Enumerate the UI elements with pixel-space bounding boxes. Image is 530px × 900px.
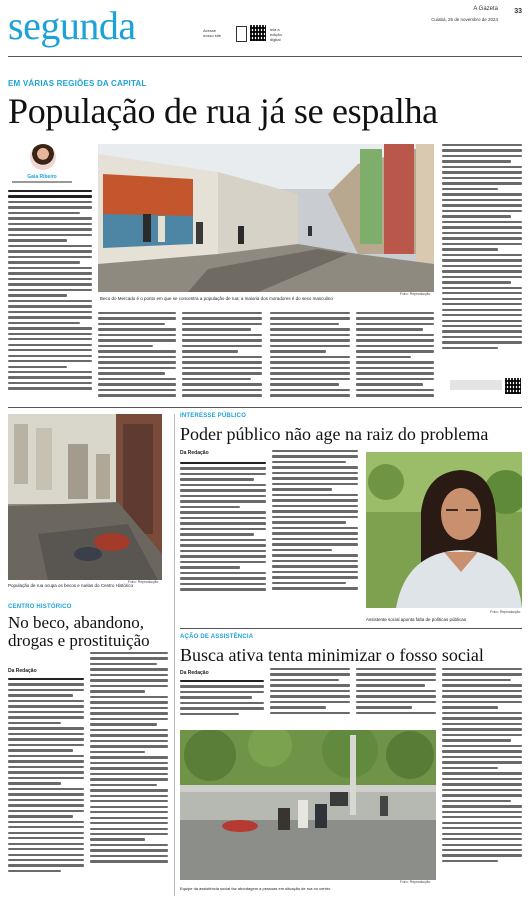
main-photo (98, 144, 434, 292)
main-headline: População de rua já se espalha (8, 91, 438, 131)
interview-kicker: INTERESSE PÚBLICO (180, 413, 247, 419)
outreach-photo (180, 730, 436, 880)
qr-code-icon (250, 25, 266, 41)
header-promo: Acesse nosso site leia a edição digital (203, 27, 282, 42)
outreach-text-col-3 (356, 668, 436, 726)
qr-promo (450, 380, 502, 390)
outreach-kicker: AÇÃO DE ASSISTÊNCIA (180, 634, 254, 640)
main-text-col-5 (356, 312, 434, 408)
main-text-col-6 (442, 144, 522, 376)
side-text-col-1 (8, 678, 84, 896)
side-headline: No beco, abandono, drogas e prostituição (8, 613, 150, 650)
outreach-text-col-1 (180, 680, 264, 726)
main-kicker: EM VÁRIAS REGIÕES DA CAPITAL (8, 79, 147, 88)
section-rule (8, 407, 522, 408)
main-text-col-1 (8, 190, 92, 410)
outreach-headline: Busca ativa tenta minimizar o fosso social (180, 645, 484, 665)
side-text-col-2 (90, 652, 168, 896)
main-photo-caption: Beco do Mercado é o ponto em que se concentra a população de rua; a maioria dos moradores é do sexo masculino (100, 296, 333, 301)
interview-rule (180, 628, 522, 629)
side-kicker: CENTRO HISTÓRICO (8, 604, 72, 610)
interview-headline: Poder público não age na raiz do problema (180, 424, 489, 444)
interview-text-col-2 (272, 450, 358, 612)
phone-icon (236, 26, 247, 42)
author-role (12, 181, 72, 183)
column-divider (174, 414, 175, 896)
side-photo-credit: Foto: Reprodução (128, 580, 159, 584)
publication-date: Cuiabá, 25 de novembro de 2024 (431, 17, 498, 22)
interview-photo-credit: Foto: Reprodução (490, 610, 521, 614)
main-photo-credit: Foto: Reprodução (400, 292, 431, 296)
outreach-text-col-2 (270, 668, 350, 726)
main-text-col-2 (98, 312, 176, 408)
outreach-byline: Da Redação (180, 670, 209, 676)
qr-code-icon-2 (505, 378, 521, 394)
section-title: segunda (8, 3, 136, 48)
author-name: Gaia Ribeiro (27, 174, 57, 180)
interview-byline: Da Redação (180, 450, 209, 456)
interview-photo (366, 452, 522, 608)
header-rule (8, 56, 522, 57)
interview-photo-caption: Assistente social aponta falta de políticas públicas (366, 617, 467, 622)
outreach-photo-credit: Foto: Reprodução (400, 880, 431, 884)
side-photo (8, 414, 162, 580)
page-number: 33 (514, 8, 522, 15)
side-byline: Da Redação (8, 668, 37, 674)
main-text-col-4 (270, 312, 350, 408)
publication-name: A Gazeta (473, 6, 498, 12)
interview-text-col-1 (180, 462, 266, 612)
main-text-col-3 (182, 312, 262, 408)
outreach-photo-caption: Equipe da assistência social faz abordagem a pessoas em situação de rua no centro (180, 886, 331, 891)
author-avatar (30, 144, 56, 170)
outreach-text-col-4 (442, 668, 522, 896)
side-photo-caption: População de rua ocupa os becos e ruelas do Centro Histórico (8, 583, 134, 588)
